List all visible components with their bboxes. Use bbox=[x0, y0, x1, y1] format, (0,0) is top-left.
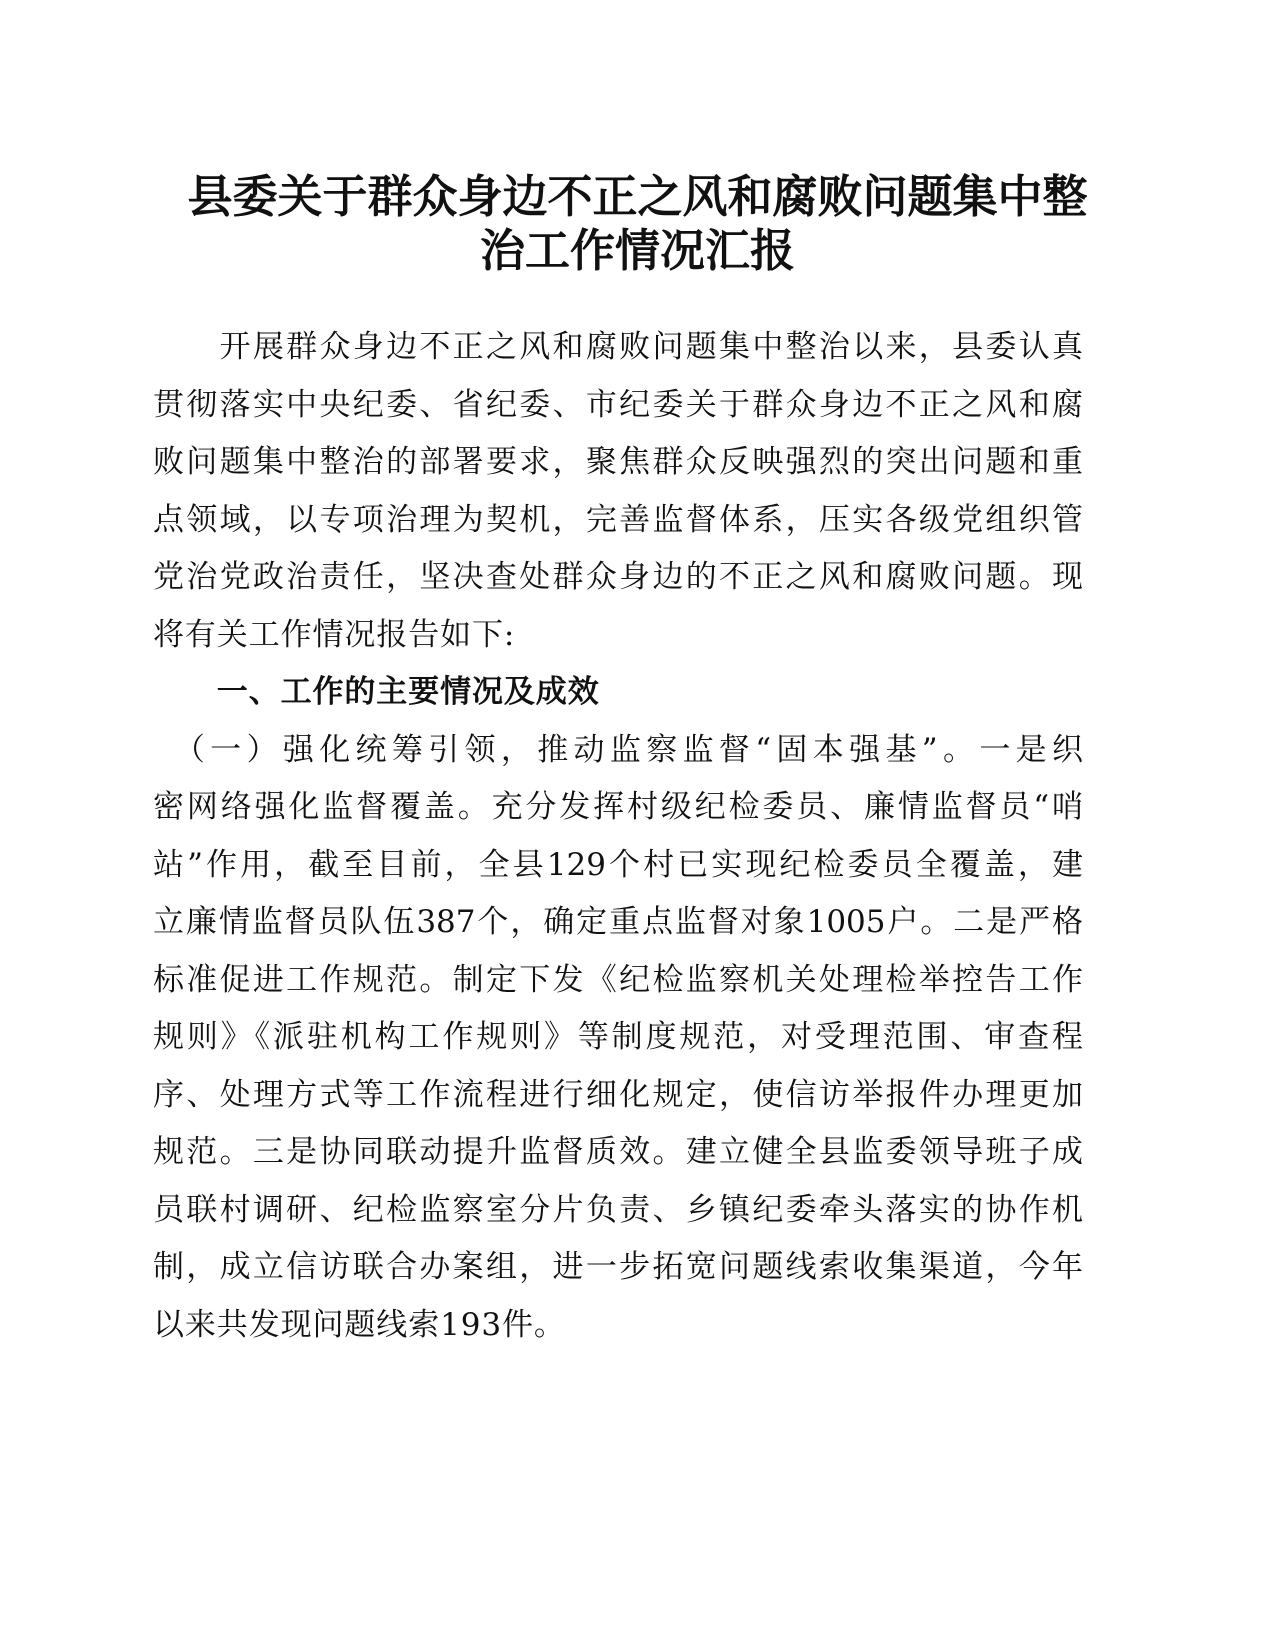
section1-paragraph-line: 员联村调研、纪检监察室分片负责、乡镇纪委牵头落实的协作机 bbox=[153, 1191, 1083, 1228]
section1-paragraph-line: 标准促进工作规范。制定下发《纪检监察机关处理检举控告工作 bbox=[153, 961, 1083, 998]
intro-paragraph-line: 开展群众身边不正之风和腐败问题集中整治以来，县委认真 bbox=[153, 329, 1083, 365]
intro-paragraph-line: 贯彻落实中央纪委、省纪委、市纪委关于群众身边不正之风和腐 bbox=[153, 386, 1083, 423]
intro-paragraph-line: 败问题集中整治的部署要求，聚焦群众反映强烈的突出问题和重 bbox=[153, 444, 1083, 480]
section1-paragraph-line: 序、处理方式等工作流程进行细化规定，使信访举报件办理更加 bbox=[153, 1076, 1083, 1113]
section1-paragraph-line: 制，成立信访联合办案组，进一步拓宽问题线索收集渠道，今年 bbox=[153, 1249, 1083, 1285]
section1-paragraph-line: 规则》《派驻机构工作规则》等制度规范，对受理范围、审查程 bbox=[153, 1019, 1083, 1055]
intro-paragraph-line: 将有关工作情况报告如下: bbox=[153, 616, 516, 653]
section1-paragraph-line: 立廉情监督员队伍387个，确定重点监督对象1005户。二是严格 bbox=[153, 904, 1083, 940]
section-heading: 一、工作的主要情况及成效 bbox=[153, 674, 600, 710]
section1-paragraph-line: 密网络强化监督覆盖。充分发挥村级纪检委员、廉情监督员“哨 bbox=[153, 789, 1083, 825]
intro-paragraph-line: 点领域，以专项治理为契机，完善监督体系，压实各级党组织管 bbox=[153, 501, 1083, 538]
document-title bbox=[150, 170, 1125, 278]
document-body bbox=[153, 319, 1083, 1354]
section1-paragraph-line: （一）强化统筹引领，推动监察监督“固本强基”。一是织 bbox=[153, 731, 1083, 768]
section1-paragraph-line: 规范。三是协同联动提升监督质效。建立健全县监委领导班子成 bbox=[153, 1134, 1083, 1170]
intro-paragraph-line: 党治党政治责任，坚决查处群众身边的不正之风和腐败问题。现 bbox=[153, 559, 1083, 595]
title-line: 县委关于群众身边不正之风和腐败问题集中整 bbox=[187, 170, 1088, 223]
section1-paragraph-line: 以来共发现问题线索193件。 bbox=[153, 1306, 566, 1343]
title-line: 治工作情况汇报 bbox=[479, 224, 795, 277]
section1-paragraph-line: 站”作用，截至目前，全县129个村已实现纪检委员全覆盖，建 bbox=[153, 846, 1083, 883]
